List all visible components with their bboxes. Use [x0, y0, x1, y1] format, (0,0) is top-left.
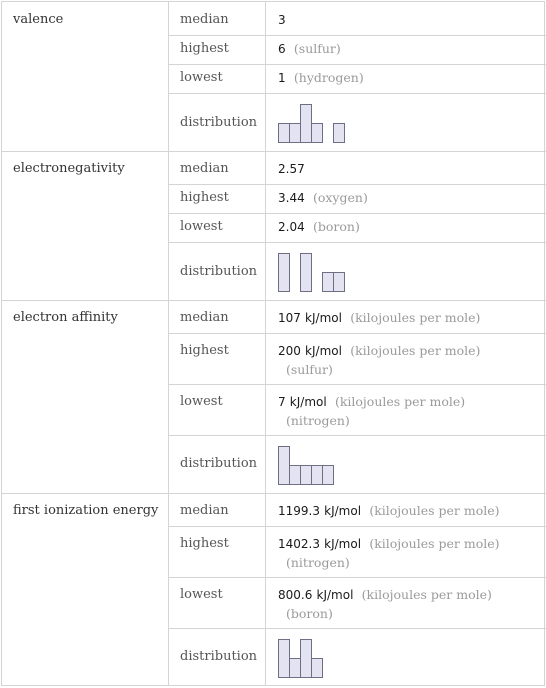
- row-divider: [168, 526, 546, 527]
- row-divider: [168, 184, 546, 185]
- electronegativity-highest-value: 3.44 (oxygen): [278, 190, 368, 205]
- valence-distribution-histogram: [276, 102, 350, 146]
- histogram-bar: [334, 124, 345, 143]
- ionization-lowest-label: lowest: [180, 587, 223, 602]
- electron-affinity-lowest-label: lowest: [180, 394, 223, 409]
- ionization-distribution-histogram: [276, 637, 350, 681]
- row-divider: [168, 384, 546, 385]
- electron-affinity-lowest-value: 7 kJ/mol (kilojoules per mole) (nitrogen): [278, 394, 466, 428]
- ionization-distribution-label: distribution: [180, 649, 258, 664]
- row-divider: [168, 242, 546, 243]
- ionization-lowest-value: 800.6 kJ/mol (kilojoules per mole) (boron): [278, 587, 492, 621]
- valence-highest-value: 6 (sulfur): [278, 41, 341, 56]
- histogram-bar: [279, 254, 290, 292]
- histogram-bar: [279, 447, 290, 485]
- section-title-electronegativity: electronegativity: [13, 161, 125, 176]
- electron-affinity-distribution-histogram: [276, 444, 350, 488]
- section-title-electron-affinity: electron affinity: [13, 310, 118, 325]
- histogram-bar: [301, 105, 312, 143]
- ionization-median-value: 1199.3 kJ/mol (kilojoules per mole): [278, 503, 500, 518]
- row-divider: [168, 64, 546, 65]
- ionization-median-label: median: [180, 503, 229, 518]
- electron-affinity-median-label: median: [180, 310, 229, 325]
- histogram-bar: [290, 659, 301, 678]
- histogram-bar: [301, 640, 312, 678]
- valence-distribution-label: distribution: [180, 115, 258, 130]
- row-divider: [168, 213, 546, 214]
- valence-lowest-value: 1 (hydrogen): [278, 70, 364, 85]
- electronegativity-highest-label: highest: [180, 190, 229, 205]
- histogram-bar: [323, 466, 334, 485]
- histogram-bar: [279, 124, 290, 143]
- valence-median-value: 3: [278, 13, 286, 27]
- electronegativity-distribution-histogram: [276, 251, 350, 295]
- section-divider: [2, 493, 546, 494]
- histogram-bar: [312, 466, 323, 485]
- row-divider: [168, 93, 546, 94]
- histogram-bar: [334, 273, 345, 292]
- column-divider-1: [168, 2, 169, 685]
- valence-median-label: median: [180, 12, 229, 27]
- electron-affinity-distribution-label: distribution: [180, 456, 258, 471]
- ionization-highest-label: highest: [180, 536, 229, 551]
- electron-affinity-highest-label: highest: [180, 343, 229, 358]
- histogram-bar: [312, 659, 323, 678]
- row-divider: [168, 35, 546, 36]
- histogram-bar: [301, 254, 312, 292]
- section-title-valence: valence: [13, 12, 64, 27]
- histogram-bar: [290, 124, 301, 143]
- electronegativity-distribution-label: distribution: [180, 264, 258, 279]
- histogram-bar: [279, 640, 290, 678]
- electronegativity-median-value: 2.57: [278, 162, 305, 176]
- histogram-bar: [312, 124, 323, 143]
- section-title-first-ionization-energy: first ionization energy: [13, 503, 159, 518]
- valence-lowest-label: lowest: [180, 70, 223, 85]
- valence-highest-label: highest: [180, 41, 229, 56]
- row-divider: [168, 333, 546, 334]
- electronegativity-lowest-label: lowest: [180, 219, 223, 234]
- histogram-bar: [301, 466, 312, 485]
- histogram-bar: [323, 273, 334, 292]
- row-divider: [168, 435, 546, 436]
- electron-affinity-median-value: 107 kJ/mol (kilojoules per mole): [278, 310, 481, 325]
- column-divider-2: [265, 2, 266, 685]
- ionization-highest-value: 1402.3 kJ/mol (kilojoules per mole) (nitrogen): [278, 536, 500, 570]
- electronegativity-median-label: median: [180, 161, 229, 176]
- histogram-bar: [290, 466, 301, 485]
- properties-table: [1, 1, 545, 686]
- section-divider: [2, 151, 546, 152]
- electronegativity-lowest-value: 2.04 (boron): [278, 219, 360, 234]
- row-divider: [168, 628, 546, 629]
- electron-affinity-highest-value: 200 kJ/mol (kilojoules per mole) (sulfur): [278, 343, 481, 377]
- row-divider: [168, 577, 546, 578]
- section-divider: [2, 300, 546, 301]
